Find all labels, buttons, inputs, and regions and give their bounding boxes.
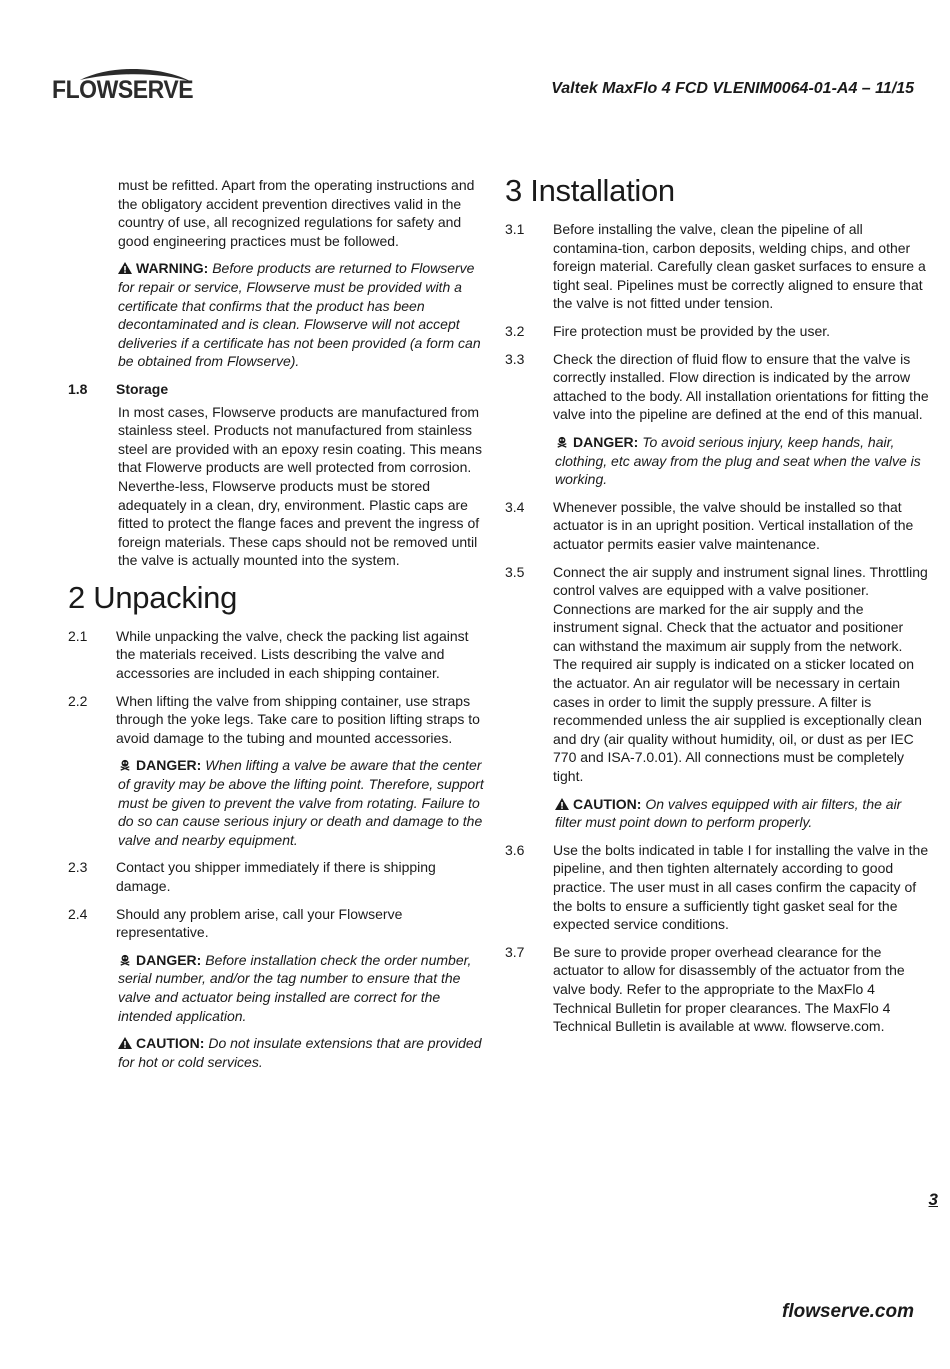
item-number: 2.4 [68,905,88,922]
item-text: Use the bolts indicated in table I for installing the valve in the pipeline, and then tighten alternately according to good practice. The user must in all cases confirm the capacity of the bolts to ensure a sufficiently tight gasket seal for the expected service conditions. [553,841,929,933]
left-column [68,176,490,1080]
caution-text: Do not insulate extensions that are provided for hot or cold services. [118,1035,482,1070]
list-item [505,498,929,554]
warning-triangle-icon [118,262,132,274]
list-item [505,841,929,934]
warning-text: Before products are returned to Flowserve for repair or service, Flowserve must be provided with a certificate that confirms that the product has been decontaminated and is clean. Flowserve will not accept deliveries if a certificate has not been provided (a form can be obtained from Flowserve). [118,260,481,370]
caution-label: CAUTION: [136,1035,205,1052]
page-number: 3 [928,1190,938,1209]
item-text: Fire protection must be provided by the user. [553,322,831,339]
item-number: 3.3 [505,350,525,367]
caution-note [555,795,929,832]
item-number: 2.1 [68,627,88,644]
list-item [68,858,490,895]
list-item [505,943,929,1036]
flowserve-logo [52,68,202,118]
caution-note [118,1034,490,1071]
item-text: Should any problem arise, call your Flowserve representative. [116,905,403,941]
item-text: While unpacking the valve, check the packing list against the materials received. Lists describing the valve and accessories are included in each shipping container. [116,627,469,682]
danger-note [118,756,490,849]
item-number: 2.3 [68,859,88,876]
installation-heading: 3 Installation [505,173,675,208]
caution-text: On valves equipped with air filters, the air filter must point down to perform properly. [555,795,902,831]
footer-url: flowserve.com [782,1301,914,1322]
storage-number: 1.8 [68,380,88,397]
danger-label: DANGER: [136,951,202,968]
item-text: Check the direction of fluid flow to ensure that the valve is correctly installed. Flow direction is indicated by the arrow attached to the body. All installation orientations for fitting the valve into the pipeline are defined at the end of this manual. [553,350,929,423]
document-reference: Valtek MaxFlo 4 FCD VLENIM0064-01-A4 – 11/15 [551,80,914,97]
unpacking-heading: 2 Unpacking [68,579,238,615]
storage-title: Storage [116,380,169,397]
item-text: Be sure to provide proper overhead clearance for the actuator to allow for disassembly of the actuator from the valve body. Refer to the appropriate to the MaxFlo 4 Technical Bulletin for proper clearances. The MaxFlo 4 Technical Bulletin is available at www. flowserve.com. [553,943,905,1035]
warning-note [118,259,490,371]
danger-label: DANGER: [573,433,639,450]
right-column [505,173,929,1045]
list-item [505,322,929,341]
danger-text: When lifting a valve be aware that the center of gravity may be above the lifting point. Therefore, support must be given to prevent the valve from rotating. Failure to do so can cause serious injury or death and damage to the valve and nearby equipment. [118,757,484,848]
item-text: Contact you shipper immediately if there is shipping damage. [116,859,436,894]
item-text: Connect the air supply and instrument signal lines. Throttling control valves are equipped with a valve positioner. Connections are marked for the air supply and the instrument signal. Check that the actuator and positioner can withstand the maximum air supply from the network. The required air supply is indicated on a sticker located on the actuator. An air regulator will be necessary in certain cases in order to limit the supply pressure. A filter is recommended unless the air supplied is exceptionally clean and dry (air quality without humidity, oil, or dust as per IEC 770 and ISA-7.0.01). All connections must be completely tight. [553,563,928,785]
list-item [505,350,929,424]
item-text: Whenever possible, the valve should be installed so that actuator is in an upright position. Vertical installation of the actuator permits easier valve maintenance. [553,498,914,552]
item-text: When lifting the valve from shipping container, use straps through the yoke legs. Take care to position lifting straps to avoid damage to the tubing and mounted accessories. [116,692,480,746]
danger-label: DANGER: [136,757,202,774]
list-item [505,563,929,786]
danger-note [118,951,490,1025]
warning-triangle-icon [118,1037,132,1049]
skull-crossbones-icon [555,436,569,448]
danger-note [555,433,929,489]
warning-label: WARNING: [136,260,209,277]
intro-paragraph: must be refitted. Apart from the operating instructions and the obligatory accident prevention directives valid in the country of use, all recognized regulations for safety and good engineering practices must be followed. [118,177,475,249]
list-item [68,692,490,748]
storage-paragraph: In most cases, Flowserve products are manufactured from stainless steel. Products not manufactured from stainless steel are provided with an epoxy resin coating. This means that Flowerve products are well protected from corrosion. Neverthe-less, Flowserve products must be stored adequately in a clean, dry, environment. Plastic caps are fitted to protect the flange faces and prevent the ingress of foreign materials. These caps should not be removed until the valve is actually mounted into the system. [118,403,482,569]
logo-text: FLOWSERVE [52,76,194,104]
warning-triangle-icon [555,798,569,810]
skull-crossbones-icon [118,954,132,966]
item-number: 3.1 [505,221,525,237]
item-number: 3.2 [505,322,525,339]
skull-crossbones-icon [118,759,132,771]
storage-heading [68,380,490,399]
list-item [505,220,929,313]
list-item [68,905,490,942]
item-number: 3.6 [505,841,525,858]
item-number: 2.2 [68,692,88,709]
list-item [68,627,490,683]
item-number: 3.7 [505,943,525,960]
danger-text: To avoid serious injury, keep hands, hair, clothing, etc away from the plug and seat when the valve is working. [555,433,921,488]
caution-label: CAUTION: [573,795,642,812]
item-number: 3.4 [505,498,525,515]
item-text: Before installing the valve, clean the pipeline of all contamina-tion, carbon deposits, welding chips, and other foreign material. Carefully clean gasket surfaces to ensure a tight seal. Pipelines must be correctly aligned to ensure that the valve is not fitted under tension. [553,221,926,312]
danger-text: Before installation check the order number, serial number, and/or the tag number to ensure that the valve and actuator being installed are correct for the intended application. [118,951,472,1024]
item-number: 3.5 [505,563,525,580]
